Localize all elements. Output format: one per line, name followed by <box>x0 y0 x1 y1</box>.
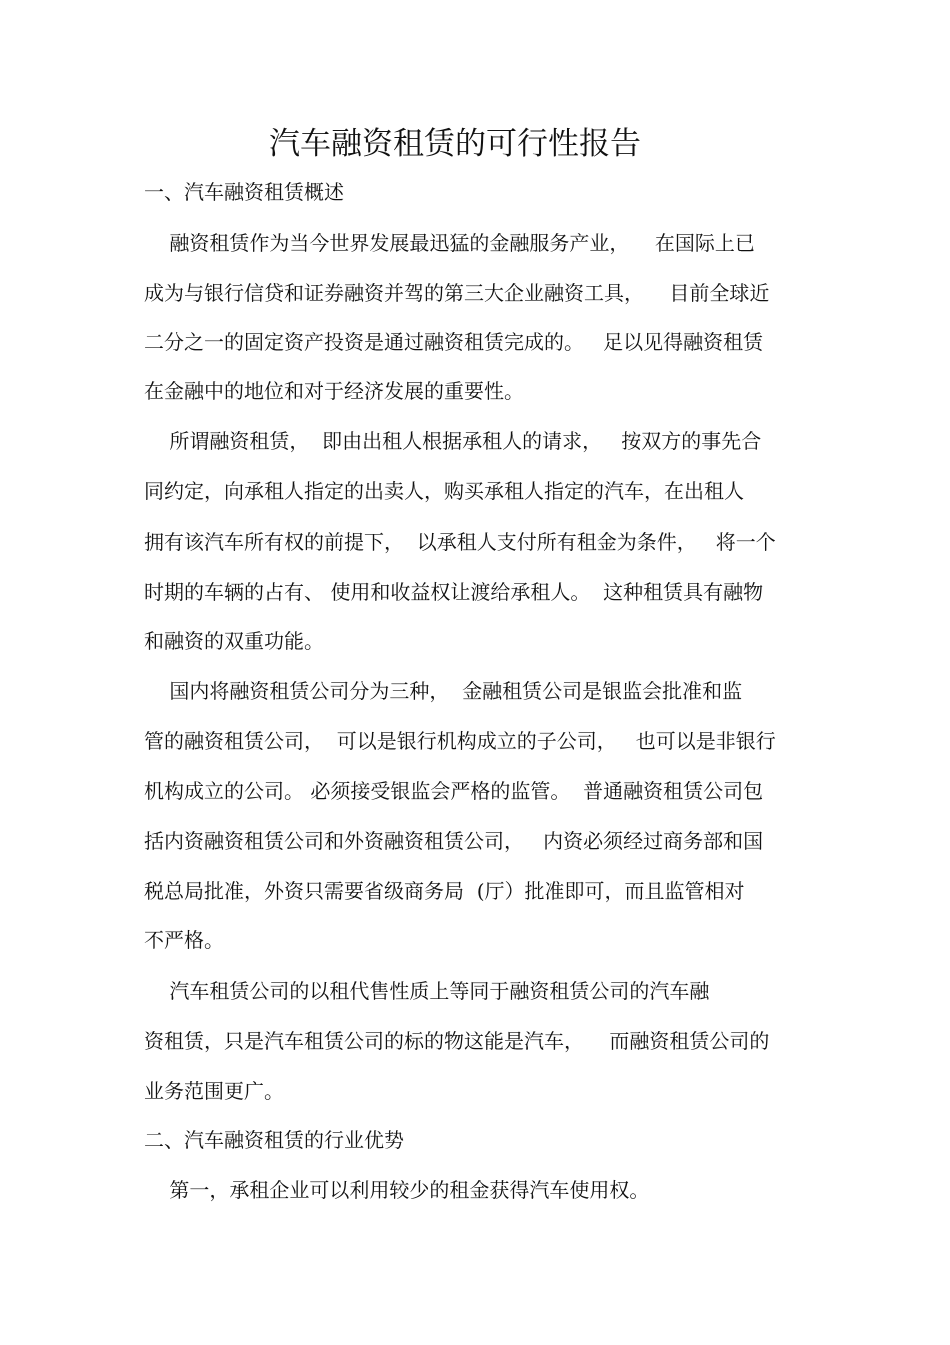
paragraph-line: 国内将融资租赁公司分为三种， 金融租赁公司是银监会批准和监 <box>144 679 743 703</box>
paragraph-line: 汽车租赁公司的以租代售性质上等同于融资租赁公司的汽车融 <box>144 979 710 1003</box>
paragraph-line: 括内资融资租赁公司和外资融资租赁公司， 内资必须经过商务部和国 <box>144 829 764 853</box>
paragraph-line: 二分之一的固定资产投资是通过融资租赁完成的。 足以见得融资租赁 <box>144 330 764 354</box>
paragraph-line: 机构成立的公司。 必须接受银监会严格的监管。 普通融资租赁公司包 <box>144 779 764 803</box>
paragraph-line: 资租赁，只是汽车租赁公司的标的物这能是汽车， 而融资租赁公司的 <box>144 1029 770 1053</box>
paragraph-line: 税总局批准，外资只需要省级商务局 (厅）批准即可，而且监管相对 <box>144 879 745 903</box>
section-heading-2: 二、汽车融资租赁的行业优势 <box>144 1128 404 1152</box>
document-title: 汽车融资租赁的可行性报告 <box>269 126 641 162</box>
paragraph-line: 第一，承租企业可以利用较少的租金获得汽车使用权。 <box>144 1178 650 1202</box>
paragraph-line: 同约定，向承租人指定的出卖人，购买承租人指定的汽车，在出租人 <box>144 479 744 503</box>
paragraph-line: 业务范围更广。 <box>144 1079 284 1103</box>
section-heading-1: 一、汽车融资租赁概述 <box>144 180 344 204</box>
paragraph-line: 不严格。 <box>144 928 224 952</box>
paragraph-line: 拥有该汽车所有权的前提下， 以承租人支付所有租金为条件， 将一个 <box>144 530 776 554</box>
paragraph-line: 时期的车辆的占有、 使用和收益权让渡给承租人。 这种租赁具有融物 <box>144 580 764 604</box>
paragraph-line: 所谓融资租赁， 即由出租人根据承租人的请求， 按双方的事先合 <box>144 429 762 453</box>
paragraph-line: 成为与银行信贷和证券融资并驾的第三大企业融资工具， 目前全球近 <box>144 281 770 305</box>
paragraph-line: 和融资的双重功能。 <box>144 629 324 653</box>
paragraph-line: 管的融资租赁公司， 可以是银行机构成立的子公司， 也可以是非银行 <box>144 729 776 753</box>
paragraph-line: 融资租赁作为当今世界发展最迅猛的金融服务产业， 在国际上已 <box>144 231 755 255</box>
paragraph-line: 在金融中的地位和对于经济发展的重要性。 <box>144 379 524 403</box>
